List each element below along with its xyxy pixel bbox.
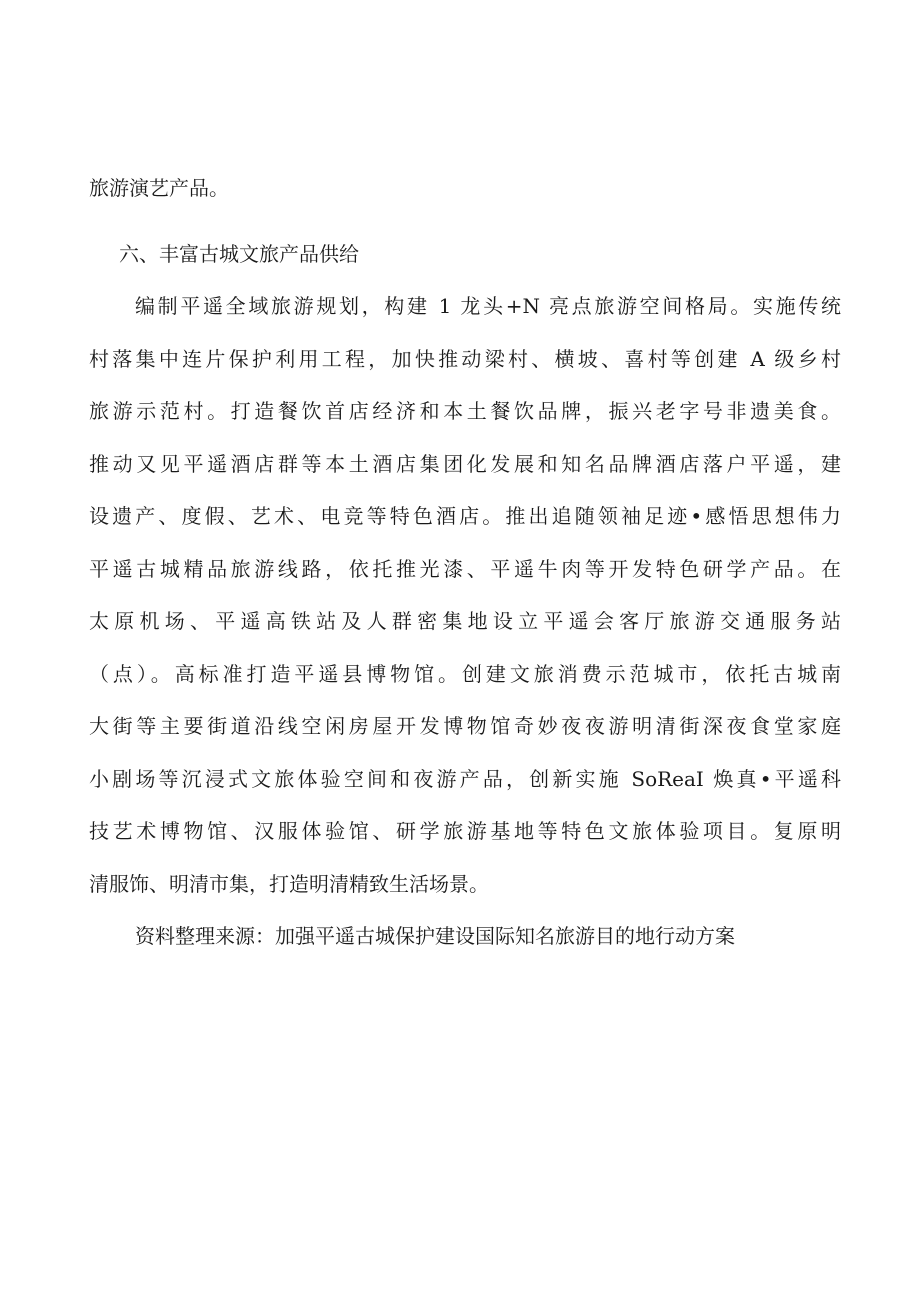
paragraph-line: 推动又见平遥酒店群等本土酒店集团化发展和知名品牌酒店落户平遥，建: [89, 452, 841, 476]
continuation-line: 旅游演艺产品。: [89, 176, 229, 200]
paragraph-line: 技艺术博物馆、汉服体验馆、研学旅游基地等特色文旅体验项目。复原明: [89, 819, 841, 843]
paragraph-line: 设遗产、度假、艺术、电竞等特色酒店。推出追随领袖足迹•感悟思想伟力: [89, 504, 841, 528]
source-note: 资料整理来源：加强平遥古城保护建设国际知名旅游目的地行动方案: [135, 924, 735, 948]
paragraph-line: 清服饰、明清市集，打造明清精致生活场景。: [89, 872, 489, 896]
paragraph-line: 编制平遥全域旅游规划，构建 1 龙头+N 亮点旅游空间格局。实施传统: [135, 294, 841, 318]
paragraph-line: 平遥古城精品旅游线路，依托推光漆、平遥牛肉等开发特色研学产品。在: [89, 557, 841, 581]
paragraph-line: 旅游示范村。打造餐饮首店经济和本土餐饮品牌，振兴老字号非遗美食。: [89, 399, 841, 423]
paragraph-line: 太原机场、平遥高铁站及人群密集地设立平遥会客厅旅游交通服务站: [89, 609, 841, 633]
paragraph-line: 小剧场等沉浸式文旅体验空间和夜游产品，创新实施 SoReaI 焕真•平遥科: [89, 767, 841, 791]
paragraph-line: 村落集中连片保护利用工程，加快推动梁村、横坡、喜村等创建 A 级乡村: [89, 347, 841, 371]
section-heading: 六、丰富古城文旅产品供给: [119, 242, 359, 266]
paragraph-line: 大街等主要街道沿线空闲房屋开发博物馆奇妙夜夜游明清街深夜食堂家庭: [89, 714, 841, 738]
paragraph-line: （点）。高标准打造平遥县博物馆。创建文旅消费示范城市，依托古城南: [89, 662, 841, 686]
